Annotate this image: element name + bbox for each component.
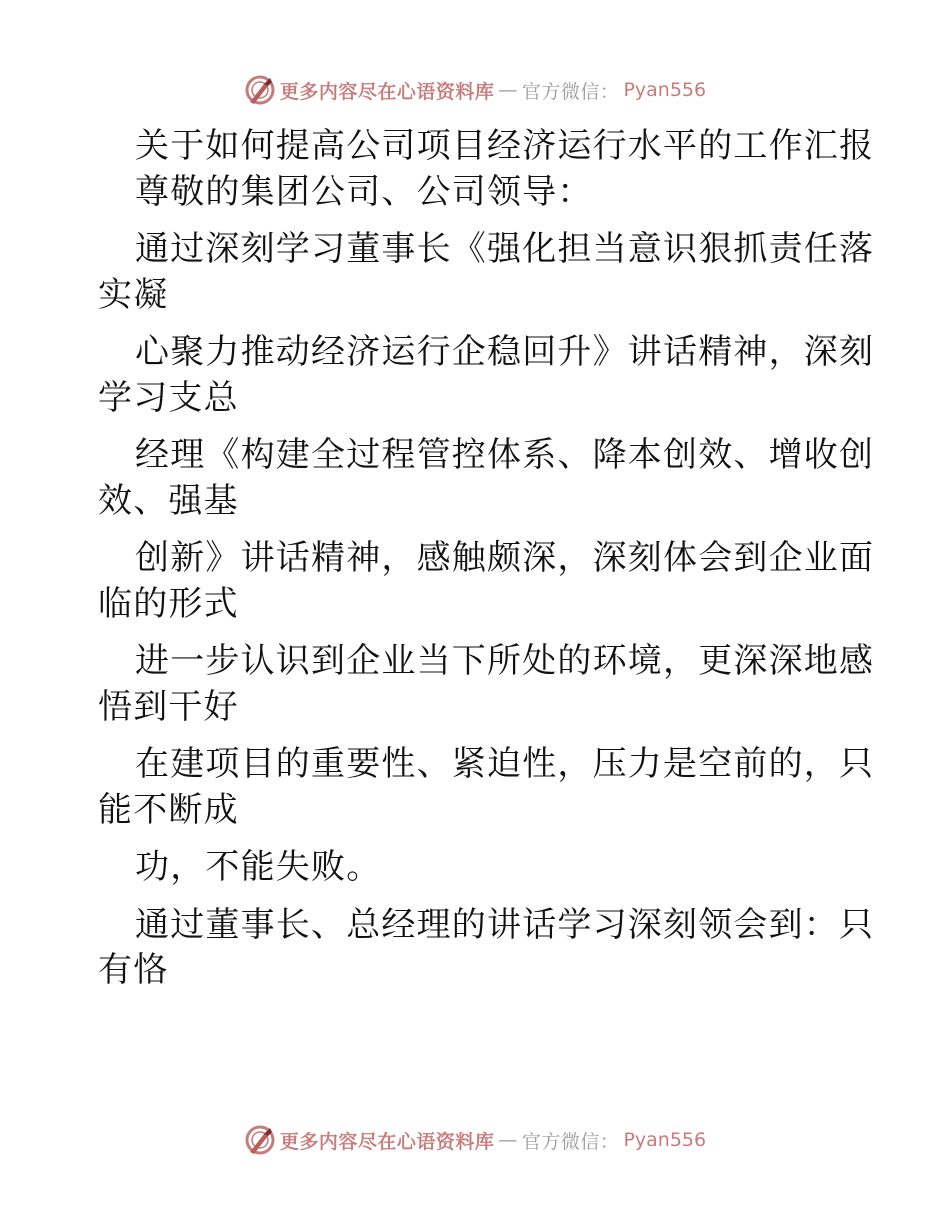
body-line: 效、强基 bbox=[98, 480, 239, 521]
body-line: 通过深刻学习董事长《强化担当意识狠抓责任落 bbox=[135, 229, 875, 269]
body-line: 临的形式 bbox=[98, 583, 239, 624]
banner-separator: — bbox=[498, 79, 518, 101]
footer-banner bbox=[0, 1122, 950, 1158]
banner-brand-text: 更多内容尽在心语资料库 bbox=[279, 1130, 495, 1153]
body-line: 在建项目的重要性、紧迫性，压力是空前的，只 bbox=[135, 744, 875, 784]
banner-wechat-id: Pyan556 bbox=[623, 79, 707, 101]
banner-wechat-label: 官方微信： bbox=[521, 1130, 620, 1153]
salutation: 尊敬的集团公司、公司领导： bbox=[135, 171, 593, 212]
pen-logo-icon bbox=[244, 1124, 276, 1156]
body-line: 通过董事长、总经理的讲话学习深刻领会到：只 bbox=[135, 904, 875, 945]
document-body bbox=[98, 124, 875, 994]
banner-wechat-label: 官方微信： bbox=[521, 80, 620, 103]
body-line: 有恪 bbox=[98, 950, 169, 990]
banner-brand-text: 更多内容尽在心语资料库 bbox=[279, 80, 495, 103]
banner-separator: — bbox=[498, 1129, 518, 1151]
header-banner bbox=[0, 72, 950, 108]
body-line: 经理《构建全过程管控体系、降本创效、增收创 bbox=[135, 435, 875, 475]
body-line: 实凝 bbox=[98, 274, 169, 315]
body-line: 悟到干好 bbox=[98, 686, 239, 727]
body-line: 心聚力推动经济运行企稳回升》讲话精神，深刻 bbox=[135, 332, 875, 372]
pen-logo-icon bbox=[244, 74, 276, 106]
body-line: 创新》讲话精神，感触颇深，深刻体会到企业面 bbox=[135, 538, 875, 578]
body-line: 学习支总 bbox=[98, 377, 239, 418]
body-line: 功，不能失败。 bbox=[135, 847, 382, 887]
body-line: 进一步认识到企业当下所处的环境，更深深地感 bbox=[135, 641, 875, 681]
body-line: 能不断成 bbox=[98, 789, 239, 830]
document-title: 关于如何提高公司项目经济运行水平的工作汇报 bbox=[135, 126, 875, 166]
banner-wechat-id: Pyan556 bbox=[623, 1129, 707, 1151]
